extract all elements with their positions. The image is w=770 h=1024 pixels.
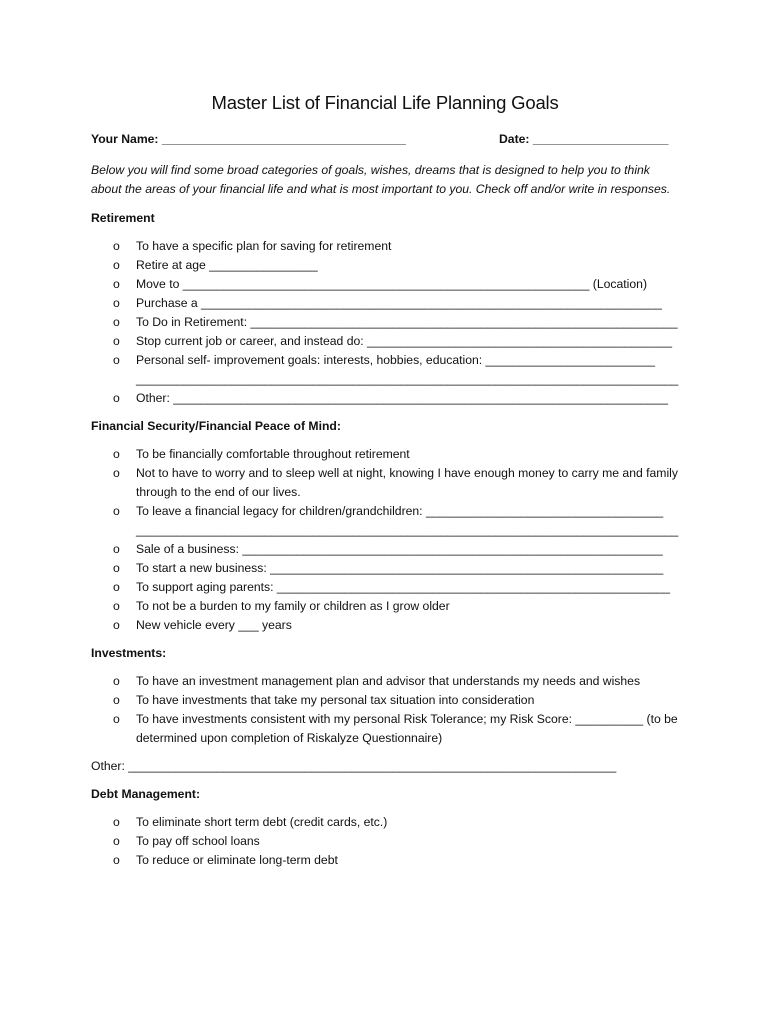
list-item[interactable]: o Personal self- improvement goals: interests, hobbies, education: _________________________ ________________________________________________________________________________ [91,351,681,389]
checkbox-bullet-icon: o [113,334,120,348]
list-item[interactable]: o To start a new business: __________________________________________________________ [91,559,681,578]
checkbox-bullet-icon: o [113,815,120,829]
page-title: Master List of Financial Life Planning Goals [211,92,559,113]
continuation-line[interactable]: ________________________________________________________________________________ [136,372,679,386]
investments-other-field[interactable]: Other: ________________________________________________________________________ [91,759,617,773]
retirement-list [91,237,770,408]
checkbox-bullet-icon: o [113,277,120,291]
your-name-field[interactable]: Your Name: ____________________________________ [91,132,406,146]
header-row [91,132,770,152]
list-item[interactable]: o To be financially comfortable throughout retirement [91,445,681,464]
list-item[interactable]: o Retire at age ________________ [91,256,681,275]
checkbox-bullet-icon: o [113,391,120,405]
section-heading-security: Financial Security/Financial Peace of Mind: [91,419,341,433]
list-item[interactable]: o New vehicle every ___ years [91,616,681,635]
checkbox-bullet-icon: o [113,258,120,272]
checkbox-bullet-icon: o [113,353,120,367]
continuation-line[interactable]: ________________________________________________________________________________ [136,523,679,537]
section-heading-investments: Investments: [91,646,167,660]
checkbox-bullet-icon: o [113,712,120,726]
checkbox-bullet-icon: o [113,580,120,594]
list-item[interactable]: o Sale of a business: ______________________________________________________________ [91,540,681,559]
list-item[interactable]: o To have investments consistent with my personal Risk Tolerance; my Risk Score: __________ (to be determined upon completion of Riskalyze Questionnaire) [113,712,678,745]
list-item[interactable]: o To pay off school loans [91,832,681,851]
checkbox-bullet-icon: o [113,466,120,480]
list-item[interactable]: o Stop current job or career, and instead do: _____________________________________________ [91,332,681,351]
checkbox-bullet-icon: o [113,693,120,707]
checkbox-bullet-icon: o [113,239,120,253]
checkbox-bullet-icon: o [113,561,120,575]
list-item[interactable]: o To have a specific plan for saving for retirement [91,237,681,256]
list-item[interactable]: o Not to have to worry and to sleep well at night, knowing I have enough money to carry me and family through to the end of our lives. [113,466,678,499]
section-heading-debt: Debt Management: [91,787,201,801]
list-item[interactable]: o To reduce or eliminate long-term debt [91,851,681,870]
list-item[interactable]: o To eliminate short term debt (credit cards, etc.) [91,813,681,832]
checkbox-bullet-icon: o [113,599,120,613]
section-heading-retirement: Retirement [91,211,155,225]
checkbox-bullet-icon: o [113,447,120,461]
list-item[interactable]: o To have an investment management plan and advisor that understands my needs and wishes [91,672,681,691]
intro-text: Below you will find some broad categories of goals, wishes, dreams that is designed to help you to think about the areas of your financial life and what is most important to you. Check off and/or write in responses. [91,163,671,196]
list-item[interactable]: o To not be a burden to my family or children as I grow older [91,597,681,616]
checkbox-bullet-icon: o [113,504,120,518]
security-list [91,445,770,635]
checkbox-bullet-icon: o [113,853,120,867]
list-item[interactable]: o Purchase a ____________________________________________________________________ [91,294,681,313]
investments-list [91,672,770,748]
checkbox-bullet-icon: o [113,674,120,688]
checkbox-bullet-icon: o [113,542,120,556]
list-item[interactable]: o Other: _________________________________________________________________________ [91,389,681,408]
checkbox-bullet-icon: o [113,315,120,329]
checkbox-bullet-icon: o [113,296,120,310]
date-field[interactable]: Date: ____________________ [499,132,669,146]
checkbox-bullet-icon: o [113,834,120,848]
list-item[interactable]: o To Do in Retirement: _______________________________________________________________ [91,313,681,332]
debt-list [91,813,770,870]
list-item[interactable]: o To have investments that take my personal tax situation into consideration [91,691,681,710]
list-item[interactable]: o To leave a financial legacy for children/grandchildren: ___________________________________ ________________________________________________________________________________ [91,502,681,540]
list-item[interactable]: o Move to ____________________________________________________________ (Location) [91,275,681,294]
list-item[interactable]: o To support aging parents: __________________________________________________________ [91,578,681,597]
checkbox-bullet-icon: o [113,618,120,632]
